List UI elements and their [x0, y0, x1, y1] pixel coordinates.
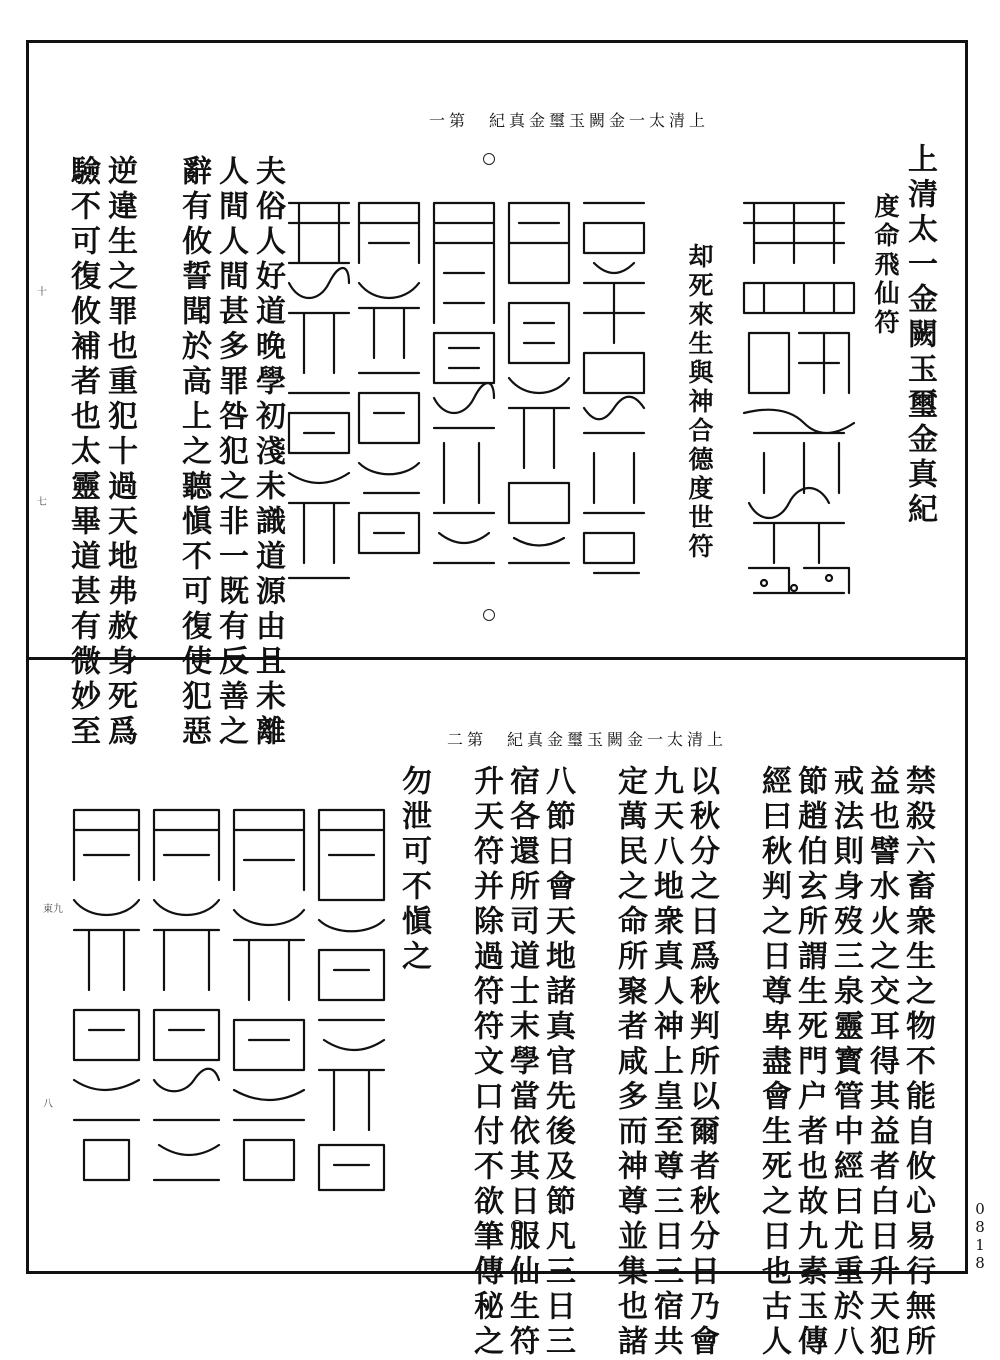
bottom-text-column-2: 益也譬水火之交耳得其益者白日升天犯 [864, 765, 899, 1360]
bottom-page-panel [26, 657, 968, 1360]
top-upper-circle [483, 153, 495, 165]
page-number-digit: 8 [975, 1254, 985, 1272]
page-number-digit: 8 [975, 1218, 985, 1236]
bottom-text-column-11: 升天符并除過符符文口付不欲筆傳秘之 [468, 765, 503, 1360]
top-margin-mark-2: 七 [37, 497, 47, 508]
talisman-shengtian-icon [69, 800, 394, 1200]
bottom-text-column-5: 經曰秋判之日尊卑盡會生死之日也古人 [756, 765, 791, 1360]
bottom-running-header: 上清太一金闕玉璽金真紀 第二 [447, 730, 728, 749]
top-text-column-3: 辭有攸誓聞於高上之聽愼不可復使犯惡 [176, 155, 211, 750]
bottom-margin-mark-1: 東九 [43, 904, 63, 915]
page-number-digit: 0 [975, 1200, 985, 1218]
bottom-circle [511, 1220, 523, 1232]
bottom-margin-mark-2: 八 [43, 1099, 53, 1110]
top-title-column: 上清太一金闕玉璽金真紀 [902, 143, 937, 528]
top-text-column-5: 驗不可復攸補者也太靈畢道甚有微妙至 [65, 155, 100, 750]
bottom-text-column-6: 以秋分之日爲秋判所以爾者秋分日乃會 [684, 765, 719, 1360]
talisman-dushi-icon [284, 193, 664, 593]
bottom-text-column-4: 節趙伯玄所謂生死門户者也故九素玉傳 [792, 765, 827, 1360]
page-number [970, 1200, 990, 1272]
bottom-text-column-9: 八節日會天地諸真官先後及節凡三日三 [540, 765, 575, 1360]
bottom-text-column-10: 宿各還所司道士末學當依其日服仙生符 [504, 765, 539, 1360]
top-text-column-1: 夫俗人好道晚學初淺未識道源由且未離 [250, 155, 285, 750]
bottom-text-column-12: 勿泄可不愼之 [396, 765, 431, 975]
bottom-text-column-8: 定萬民之命所聚者咸多而神尊並集也諸 [612, 765, 647, 1360]
fu2-label: 却死來生與神合德度世符 [685, 243, 714, 562]
bottom-text-column-3: 戒法則身歿三泉靈寳管中經曰尤重於八 [828, 765, 863, 1360]
page-number-digit: 1 [975, 1236, 985, 1254]
top-lower-circle [483, 609, 495, 621]
top-text-column-2: 人間人間甚多罪咎犯之非一既有反善之 [213, 155, 248, 750]
bottom-text-column-7: 九天八地衆真人神上皇至尊三日三宿共 [648, 765, 683, 1360]
top-margin-mark-1: 十 [37, 287, 47, 298]
fu1-label: 度命飛仙符 [871, 193, 900, 338]
talisman-feixian-icon [734, 193, 864, 603]
top-text-column-4: 逆違生之罪也重犯十過天地弗赦身死爲 [102, 155, 137, 750]
bottom-text-column-1: 禁殺六畜衆生之物不能自攸心易行無所 [900, 765, 935, 1360]
top-running-header: 上清太一金闕玉璽金真紀 第一 [429, 111, 710, 130]
